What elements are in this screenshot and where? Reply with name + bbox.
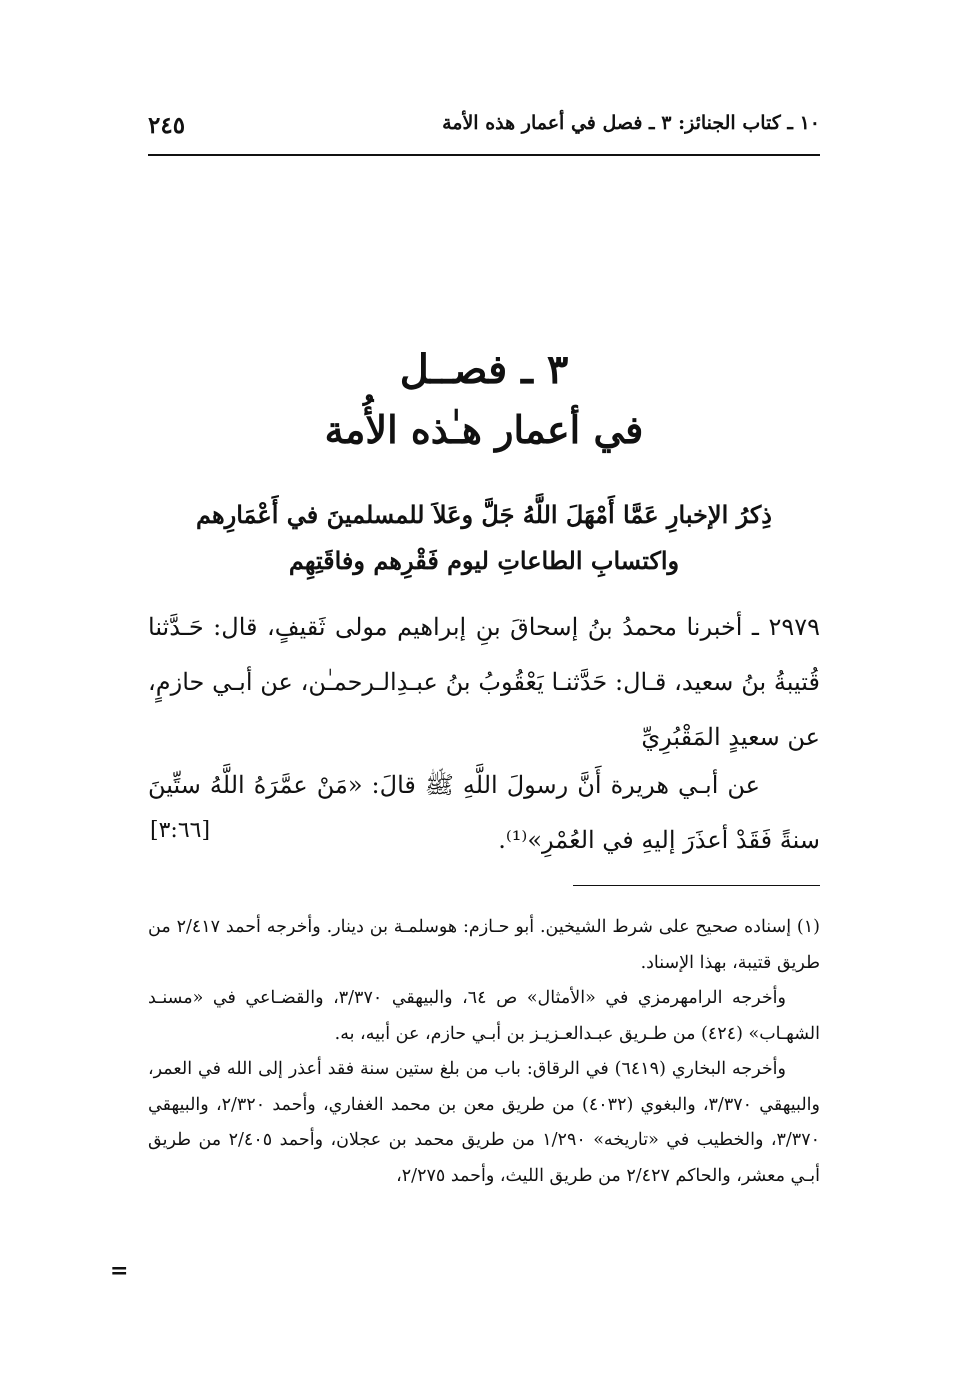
- page-header: [148, 112, 820, 152]
- footnote-paragraph: (١) إسناده صحيح على شرط الشيخين. أبو حـازم: هوسلمـة بن دينار. وأخرجه أحمد ٢/٤١٧ من طريق قتيبة، بهذا الإسناد.: [148, 917, 820, 973]
- footnote-paragraph: وأخرجه البخاري (٦٤١٩) في الرقاق: باب من بلغ ستين سنة فقد أعذر إلى الله في العمر، والبيهقي ٣/٣٧٠، والبغوي (٤٠٣٢) من طريق معن بن محمد الغفاري، وأحمد ٢/٣٢٠، والبيهقي ٣/٣٧٠، والخطيب في «تاريخه» ١/٢٩٠ من طريق محمد بن عجلان، وأحمد ٢/٤٠٥ من طريق أبـي معشر، والحاكم ٢/٤٢٧ من طريق الليث، وأحمد ٢/٢٧٥،: [148, 1059, 821, 1186]
- section-heading-line: واكتسابِ الطاعاتِ ليوم فَقْرِهم وفاقَتِهِم: [288, 546, 680, 575]
- footnote-separator: [573, 885, 820, 886]
- chapter-subtitle: في أعمار هـٰذه الأُمة: [324, 407, 644, 452]
- chapter-title: ٣ ـ فصــل: [399, 346, 569, 393]
- header-rule: [148, 154, 820, 156]
- section-heading-line: ذِكرُ الإخبارِ عَمَّا أَمْهَلَ اللَّهُ جَلَّ وعَلاَ للمسلمينَ في أَعْمَارِهم: [196, 500, 772, 529]
- running-title: ١٠ ـ كتاب الجنائز: ٣ ـ فصل في أعمار هذه الأمة: [442, 112, 820, 134]
- continuation-mark: =: [110, 1258, 129, 1284]
- section-heading: [148, 492, 820, 584]
- page-number: ٢٤٥: [148, 112, 186, 139]
- source-reference: [٣:٦٦]: [150, 818, 211, 843]
- footnotes: [148, 910, 820, 1194]
- hadith-matn: عن أبـي هريرة أَنَّ رسولَ اللَّهِ ﷺ قالَ: «مَنْ عمَّرَهُ اللَّهُ ستِّينَ سنةً فَقَدْ أعذَرَ إليهِ في العُمْرِ»⁽¹⁾.: [148, 771, 820, 854]
- footnote-paragraph: وأخرجه الرامهرمزي في «الأمثال» ص ٦٤، والبيهقي ٣/٣٧٠، والقضـاعي في «مسنـد الشهـاب» (٤٢٤) من طـريق عبـدالعـزيـز بن أبـي حازم، عن أبيه، به.: [148, 988, 820, 1044]
- hadith-isnad: ٢٩٧٩ ـ أخبرنا محمدُ بنُ إسحاقَ بنِ إبراهيم مولى ثَقيفٍ، قال: حَـدَّثنا قُتيبةُ بنُ سعيد، قـال: حَدَّثنـا يَعْقُوبُ بنُ عبـدِالـرحمـٰن، عن أبـي حازمٍ، عن سعيدٍ المَقْبُرِيِّ: [148, 613, 820, 751]
